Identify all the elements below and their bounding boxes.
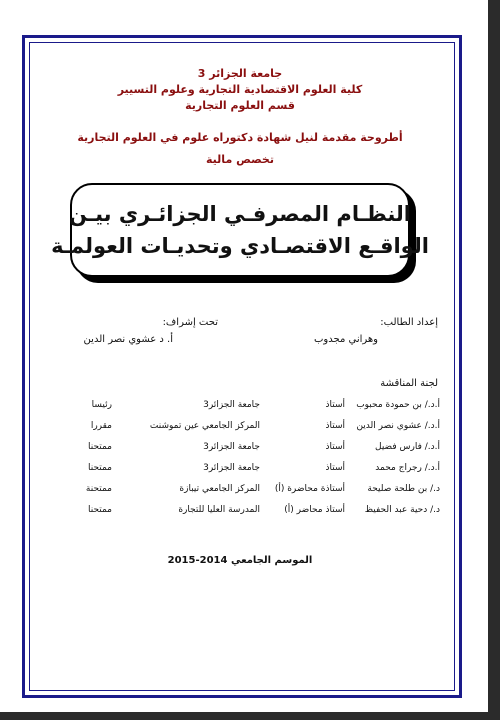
viewer-scroll-edge	[488, 0, 500, 720]
faculty-name: كلية العلوم الاقتصادية التجارية وعلوم التسيير	[117, 83, 363, 96]
member-name: د./ بن طلحة صليحة	[367, 484, 440, 494]
member-institution: جامعة الجزائر3	[203, 400, 260, 410]
university-name: جامعة الجزائر 3	[197, 67, 283, 80]
member-name: د./ دحية عبد الحفيظ	[364, 505, 440, 515]
thesis-title-line-2: الواقـع الاقتصـادي وتحديـات العولمـة	[51, 234, 429, 258]
member-rank: أستاذ	[325, 463, 345, 473]
member-rank: أستاذ	[325, 442, 345, 452]
student-name: وهراني مجدوب	[314, 334, 378, 345]
committee-heading: لجنة المناقشة	[380, 378, 438, 389]
committee-member	[80, 442, 440, 463]
member-rank: أستاذ	[325, 421, 345, 431]
member-role: ممتحنا	[87, 442, 112, 452]
member-name: أ.د./ فارس فضيل	[375, 442, 440, 452]
member-rank: أستاذ	[325, 400, 345, 410]
member-role: مقررا	[90, 421, 112, 431]
thesis-title-box	[51, 183, 429, 277]
member-institution: المدرسة العليا للتجارة	[178, 505, 260, 515]
member-rank: أستاذة محاضرة (أ)	[274, 484, 345, 494]
academic-year: الموسم الجامعي 2014-2015	[167, 555, 313, 566]
thesis-specialty: تخصص مالية	[206, 153, 274, 166]
member-rank: أستاذ محاضر (أ)	[284, 505, 345, 515]
viewer-bottom-edge	[0, 712, 500, 720]
member-name: أ.د./ بن حمودة محبوب	[356, 400, 440, 410]
committee-member	[80, 463, 440, 484]
member-role: ممتحنة	[85, 484, 112, 494]
member-name: أ.د./ رجراج محمد	[375, 463, 440, 473]
committee-list	[80, 400, 440, 526]
institution-header	[60, 66, 420, 114]
member-role: ممتحنا	[87, 505, 112, 515]
supervisor-name: أ. د عشوي نصر الدين	[83, 334, 173, 345]
committee-member	[80, 484, 440, 505]
department-name: قسم العلوم التجارية	[185, 99, 295, 112]
member-institution: المركز الجامعي تيبازة	[179, 484, 260, 494]
committee-member	[80, 505, 440, 526]
supervision-label: تحت إشراف:	[162, 317, 218, 328]
thesis-purpose: أطروحة مقدمة لنيل شهادة دكتوراه علوم في العلوم التجارية	[77, 131, 403, 144]
thesis-title-line-1: النظـام المصرفـي الجزائـري بيـن	[69, 202, 411, 226]
member-institution: المركز الجامعي عين تموشنت	[149, 421, 260, 431]
member-institution: جامعة الجزائر3	[203, 463, 260, 473]
member-role: ممتحنا	[87, 463, 112, 473]
member-name: أ.د./ عشوي نصر الدين	[356, 421, 440, 431]
member-institution: جامعة الجزائر3	[203, 442, 260, 452]
prepared-by-label: إعداد الطالب:	[380, 317, 438, 328]
committee-member	[80, 400, 440, 421]
committee-member	[80, 421, 440, 442]
member-role: رئيسا	[91, 400, 112, 410]
